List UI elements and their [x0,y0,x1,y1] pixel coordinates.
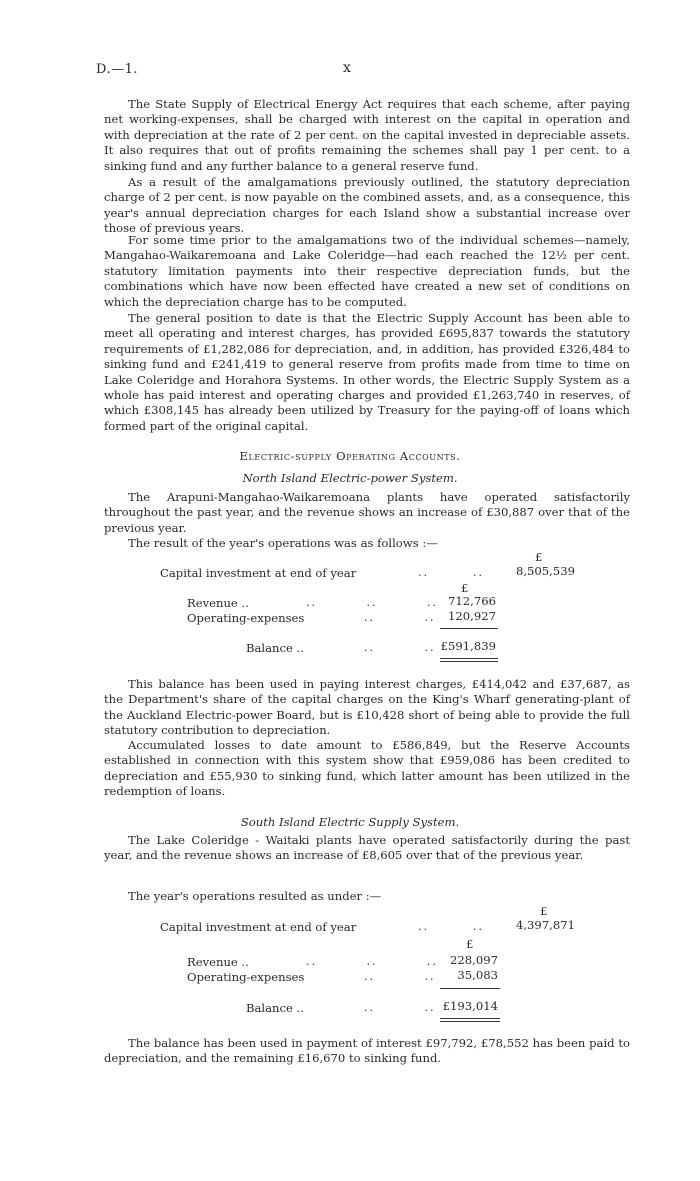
intro-paragraph-1-text: The State Supply of Electrical Energy Act requires that each scheme, after paying net working-expenses, shall be charged with interest on the capital in operation and with depreciation at the rate of 2 per cent. on the capital invested in depreciable assets. It also requires that out of profits remaining the schemes shall pay 1 per cent. to a sinking fund and any further balance to a general reserve fund. [104,97,630,173]
south-balance-label: Balance .. [246,1001,304,1015]
north-capital-leader: .. .. [418,566,484,579]
south-subtotal-rule [440,988,500,989]
north-capital-label: Capital investment at end of year [160,566,357,580]
south-revenue-label: Revenue .. [187,955,249,969]
north-paragraph-2-text: This balance has been used in paying interest charges, £414,042 and £37,687, as the Department's share of the capital charges on the King's Wharf generating-plant of the Auckland Electric-power Board, but is £10,428 short of being able to provide the full statutory contribution to depreciation. [104,677,630,738]
south-opex-leader: .. .. [364,970,436,983]
north-total-rule-2 [440,661,498,662]
north-paragraph-1 [104,490,630,536]
south-lead-text: The year's operations resulted as under :— [128,889,382,903]
intro-paragraph-4 [104,311,630,434]
north-lead-text: The result of the year's operations was as follows :— [128,536,438,550]
south-capital-value: 4,397,871 [515,918,575,932]
north-paragraph-2 [104,677,630,739]
north-opex-value: 120,927 [448,609,496,623]
south-paragraph-1 [104,833,630,864]
south-paragraph-2 [104,1036,630,1067]
north-capital-value: 8,505,539 [515,564,575,578]
north-subtotal-pound-sign: £ [461,581,469,595]
intro-paragraph-4-text: The general position to date is that the Electric Supply Account has been able to meet all operating and interest charges, has provided £695,837 towards the statutory requirements of £1,282,086 for depreciation, and, in addition, has provided £326,484 to sinking fund and £241,419 to general reserve from profits made from time to time on Lake Coleridge and Horahora Systems. In other words, the Electric Supply System as a whole has paid interest and operating charges and provided £1,263,740 in reserves, of which £308,145 has already been utilized by Treasury for the paying-off of loans which formed part of the original capital. [104,311,630,433]
south-opex-label: Operating-expenses [187,970,305,984]
page-reference: D.—1. [96,62,138,77]
north-revenue-label: Revenue .. [187,596,249,610]
north-opex-label: Operating-expenses [187,611,305,625]
north-opex-leader: .. .. [364,611,436,624]
intro-paragraph-3-text: For some time prior to the amalgamations two of the individual schemes—namely, Mangahao-Waikaremoana and Lake Coleridge—had each reached the 12½ per cent. statutory limitation payments into their respective depreciation funds, but the combinations which have now been effected have created a new set of conditions on which the depreciation charge has to be computed. [104,233,630,309]
north-balance-leader: .. .. [364,641,436,654]
south-paragraph-2-text: The balance has been used in payment of interest £97,792, £78,552 has been paid to depreciation, and the remaining £16,670 to sinking fund. [104,1036,630,1066]
south-balance-leader: .. .. [364,1001,436,1014]
south-lead [104,889,630,904]
intro-paragraph-1 [104,97,630,174]
intro-paragraph-2 [104,175,630,237]
south-opex-value: 35,083 [457,968,498,982]
south-capital-leader: .. .. [418,920,484,933]
south-total-rule-1 [440,1018,500,1019]
north-capital-pound-sign: £ [535,550,543,564]
south-paragraph-1-text: The Lake Coleridge - Waitaki plants have operated satisfactorily during the past year, and the revenue shows an increase of £8,605 over that of the previous year. [104,833,630,863]
south-capital-pound-sign: £ [540,904,548,918]
north-paragraph-1-text: The Arapuni-Mangahao-Waikaremoana plants have operated satisfactorily throughout the past year, and the revenue shows an increase of £30,887 over that of the previous year. [104,490,630,535]
north-revenue-leader: .. .. .. [306,596,438,609]
north-paragraph-3-text: Accumulated losses to date amount to £586,849, but the Reserve Accounts established in connection with this system show that £959,086 has been credited to depreciation and £55,930 to sinking fund, which latter amount has been utilized in the redemption of loans. [104,738,630,799]
north-balance-label: Balance .. [246,641,304,655]
section-heading: Electric-supply Operating Accounts. [239,449,461,463]
intro-paragraph-2-text: As a result of the amalgamations previously outlined, the statutory depreciation charge of 2 per cent. is now payable on the combined assets, and, as a consequence, this year's annual depreciation charges for each Island show a substantial increase over those of previous years. [104,175,630,236]
south-capital-label: Capital investment at end of year [160,920,357,934]
page-number: x [343,60,351,76]
north-subtotal-rule [440,628,498,629]
north-paragraph-3 [104,738,630,800]
north-revenue-value: 712,766 [448,594,496,608]
south-balance-value: £193,014 [442,999,498,1013]
south-revenue-leader: .. .. .. [306,955,438,968]
south-revenue-value: 228,097 [450,953,498,967]
intro-paragraph-3 [104,233,630,310]
south-subtotal-pound-sign: £ [466,937,474,951]
south-total-rule-2 [440,1021,500,1022]
south-island-heading: South Island Electric Supply System. [240,815,460,829]
north-lead [104,536,630,551]
north-balance-value: £591,839 [440,639,496,653]
north-island-heading: North Island Electric-power System. [242,471,458,485]
north-total-rule-1 [440,658,498,659]
